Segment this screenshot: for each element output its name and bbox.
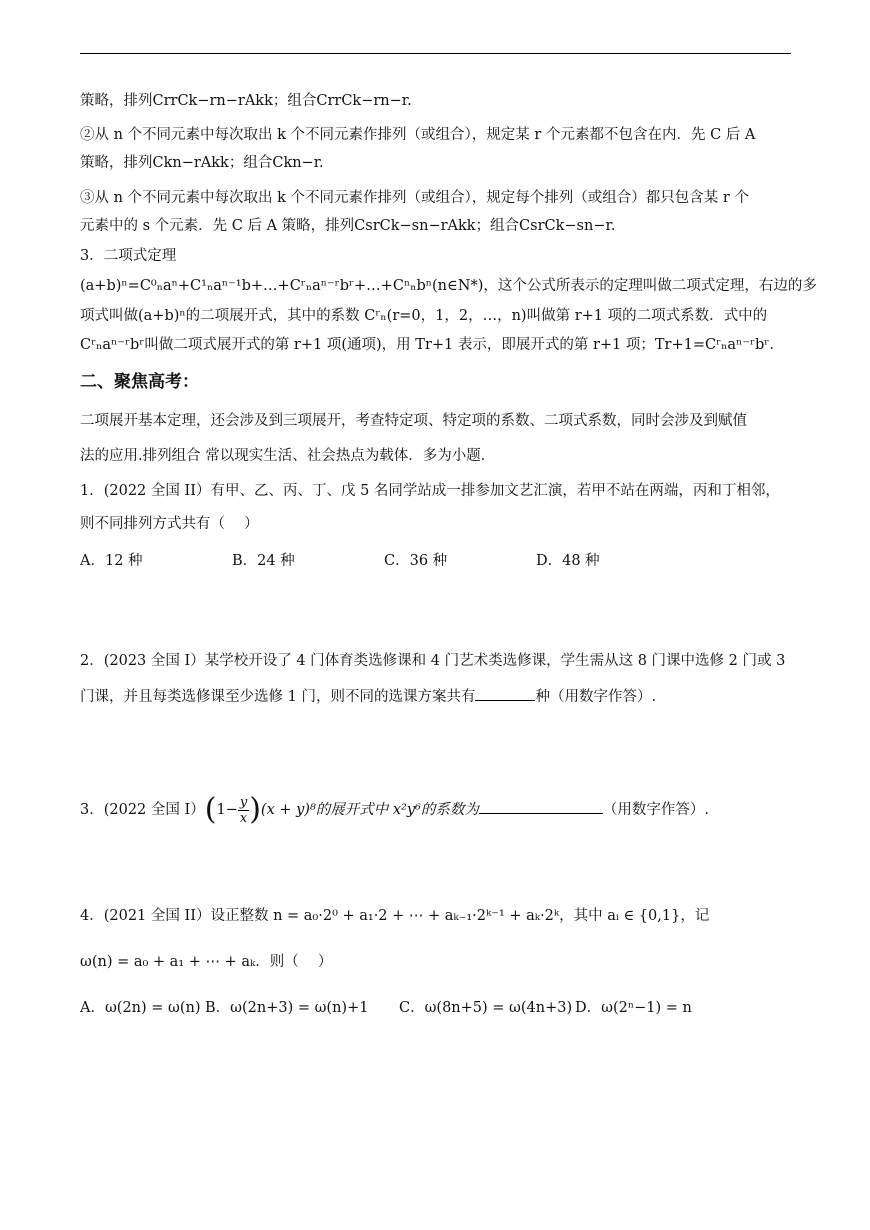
q1-option-c[interactable]: C．36 种 [384,553,448,569]
q1-option-a[interactable]: A．12 种 [80,553,143,569]
text-line-rule-3: ③从 n 个不同元素中每次取出 k 个不同元素作排列（或组合），规定每个排列（或组合）都只包含某 r 个 [80,190,749,206]
q3-answer-blank[interactable] [479,799,603,814]
q4-options [80,996,692,1017]
q4-option-a[interactable]: A．ω(2n) = ω(n) [80,1000,201,1016]
subheading-binomial-theorem: 3．二项式定理 [80,248,177,264]
q2-stem-line-2 [80,686,656,707]
q3-expression: (x + y)⁸的展开式中 x²y⁶的系数为 [260,802,479,818]
intro-line-2: 法的应用.排列组合 常以现实生活、社会热点为载体．多为小题． [80,448,496,464]
section-title: 二、聚焦高考： [80,372,199,392]
q2-text-after-blank: 种（用数字作答）. [535,689,657,705]
q1-stem-line-2: 则不同排列方式共有（ ） [80,516,259,532]
q3-right-paren: ) [249,792,261,827]
q2-stem-line-1: 2．(2023 全国 I）某学校开设了 4 门体育类选修课和 4 门艺术类选修课，学生需从这 8 门课中选修 2 门或 3 [80,653,786,669]
binomial-formula-line: (a+b)ⁿ=C⁰ₙaⁿ+C¹ₙaⁿ⁻¹b+…+Cʳₙaⁿ⁻ʳbʳ+…+Cⁿₙbⁿ(n∈N*)，这个公式所表示的定理叫做二项式定理，右边的多 [80,278,817,294]
q1-options [80,549,600,570]
q2-answer-blank[interactable] [475,686,535,701]
text-line-strategy-2: 策略，排列Ckn−rAkk；组合Ckn−r. [80,155,324,171]
q1-option-b[interactable]: B．24 种 [232,553,295,569]
q4-option-b[interactable]: B．ω(2n+3) = ω(n)+1 [205,1000,369,1016]
q4-stem-line-1: 4．(2021 全国 II）设正整数 n = a₀·2⁰ + a₁·2 + ⋯ + aₖ₋₁·2ᵏ⁻¹ + aₖ·2ᵏ，其中 aᵢ ∈ {0,1}，记 [80,908,710,924]
q4-option-c[interactable]: C．ω(8n+5) = ω(4n+3) [399,1000,573,1016]
q3-left-paren: ( [204,792,217,827]
text-line-rule-2: ②从 n 个不同元素中每次取出 k 个不同元素作排列（或组合），规定某 r 个元素都不包含在内．先 C 后 A [80,127,756,143]
q3-stem [80,790,709,830]
binomial-expansion-line: 项式叫做(a+b)ⁿ的二项展开式，其中的系数 Cʳₙ(r=0，1，2，…，n)叫做第 r+1 项的二项式系数．式中的 [80,308,768,324]
q3-prefix: 3．(2022 全国 I） [80,802,205,818]
text-line-strategy-1: 策略，排列CrrCk−rn−rAkk；组合CrrCk−rn−r. [80,93,412,109]
q3-fraction [238,795,249,826]
q3-one-minus: 1− [216,802,238,818]
q3-suffix: （用数字作答）. [602,802,709,818]
text-line-strategy-3: 元素中的 s 个元素．先 C 后 A 策略，排列CsrCk−sn−rAkk；组合CsrCk−sn−r. [80,218,616,234]
q4-option-d[interactable]: D．ω(2ⁿ−1) = n [575,1000,692,1016]
intro-line-1: 二项展开基本定理，还会涉及到三项展开，考查特定项、特定项的系数、二项式系数，同时会涉及到赋值 [80,413,747,429]
header-rule [80,53,791,54]
q3-fraction-denominator: x [239,810,248,826]
q3-fraction-numerator: y [239,794,248,810]
q4-stem-line-2: ω(n) = a₀ + a₁ + ⋯ + aₖ．则（ ） [80,954,333,970]
general-term-line: Cʳₙaⁿ⁻ʳbʳ叫做二项式展开式的第 r+1 项(通项)，用 Tr+1 表示，即展开式的第 r+1 项；Tr+1=Cʳₙaⁿ⁻ʳbʳ. [80,337,774,353]
q2-text-before-blank: 门课，并且每类选修课至少选修 1 门，则不同的选课方案共有 [80,689,476,705]
q1-stem-line-1: 1．(2022 全国 II）有甲、乙、丙、丁、戊 5 名同学站成一排参加文艺汇演，若甲不站在两端，丙和丁相邻， [80,483,780,499]
q1-option-d[interactable]: D．48 种 [536,553,600,569]
